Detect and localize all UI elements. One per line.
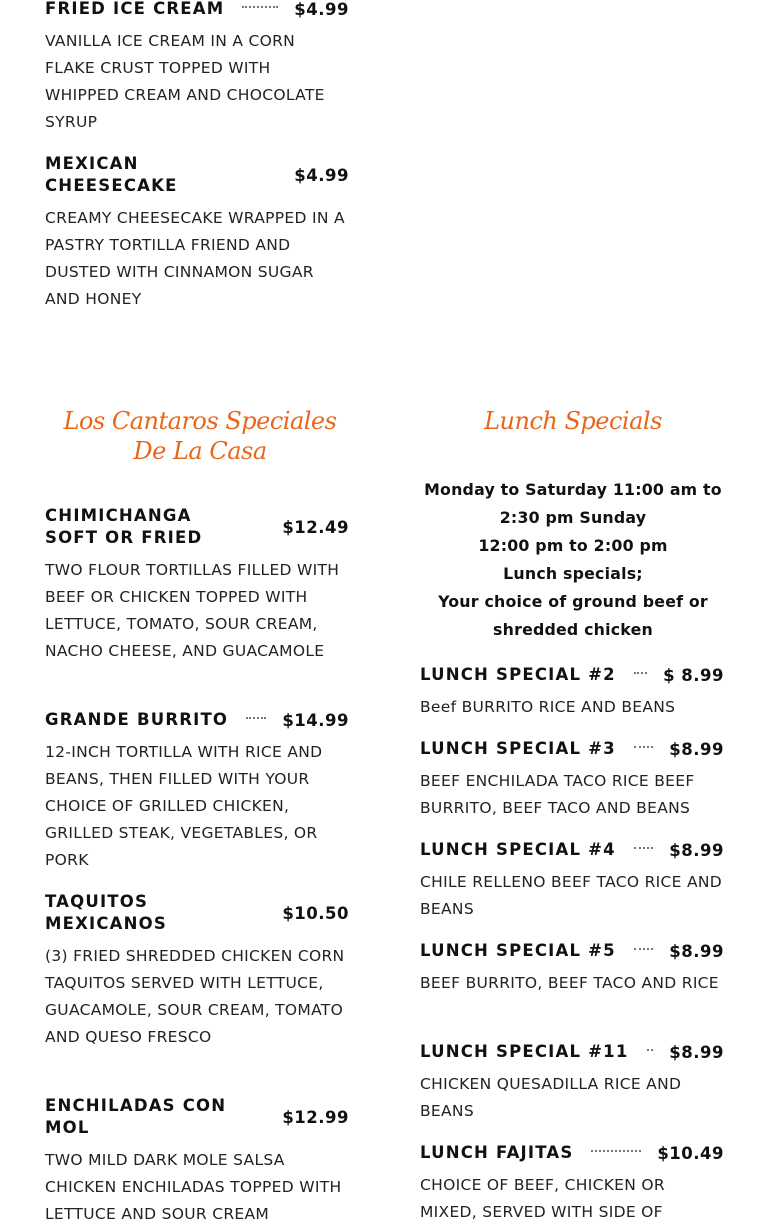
item-description: CHICKEN QUESADILLA RICE AND BEANS xyxy=(420,1075,682,1120)
lunch-hours-line: Your choice of ground beef or xyxy=(438,592,708,611)
item-description: VANILLA ICE CREAM IN A CORN FLAKE CRUST TOPPED WITH WHIPPED CREAM AND CHOCOLATE SYRUP xyxy=(45,32,325,131)
menu-item-chimichanga xyxy=(45,505,349,665)
item-price: $12.99 xyxy=(282,1107,349,1127)
lunch-hours-line: Monday to Saturday 11:00 am to xyxy=(424,480,722,499)
item-description: BEEF ENCHILADA TACO RICE BEEF BURRITO, BEEF TACO AND BEANS xyxy=(420,772,695,817)
item-price: $8.99 xyxy=(669,941,724,961)
item-name: LUNCH FAJITAS xyxy=(420,1143,574,1162)
dot-leader xyxy=(647,1049,654,1051)
menu-item-lunch-special-4 xyxy=(420,839,724,923)
item-name: LUNCH SPECIAL #11 xyxy=(420,1042,629,1061)
lunch-hours-line: 12:00 pm to 2:00 pm xyxy=(478,536,668,555)
item-description: CHILE RELLENO BEEF TACO RICE AND BEANS xyxy=(420,873,722,918)
item-name: LUNCH SPECIAL #3 xyxy=(420,739,616,758)
item-name: MEXICAN CHEESECAKE xyxy=(45,154,178,195)
dot-leader xyxy=(242,6,278,8)
item-description: (3) FRIED SHREDDED CHICKEN CORN TAQUITOS SERVED WITH LETTUCE, GUACAMOLE, SOUR CREAM, TOMATO AND QUESO FRESCO xyxy=(45,947,345,1046)
menu-item-fried-ice-cream xyxy=(45,0,349,136)
item-description: TWO MILD DARK MOLE SALSA CHICKEN ENCHILADAS TOPPED WITH LETTUCE AND SOUR CREAM xyxy=(45,1151,342,1223)
item-price: $14.99 xyxy=(282,710,349,730)
menu-item-lunch-special-2 xyxy=(420,664,724,721)
item-description: Beef BURRITO RICE AND BEANS xyxy=(420,698,676,716)
dot-leader xyxy=(591,1150,641,1152)
menu-item-lunch-special-11 xyxy=(420,1041,724,1125)
item-description: TWO FLOUR TORTILLAS FILLED WITH BEEF OR CHICKEN TOPPED WITH LETTUCE, TOMATO, SOUR CREAM, NACHO CHEESE, AND GUACAMOLE xyxy=(45,561,340,660)
dot-leader xyxy=(246,717,266,719)
item-price: $8.99 xyxy=(669,1042,724,1062)
lunch-hours-line: shredded chicken xyxy=(493,620,653,639)
menu-item-lunch-fajitas xyxy=(420,1142,724,1226)
menu-item-grande-burrito xyxy=(45,709,349,874)
item-name: CHIMICHANGA SOFT OR FRIED xyxy=(45,506,203,547)
item-name: LUNCH SPECIAL #5 xyxy=(420,941,616,960)
section-title-specials: Los Cantaros Speciales De La Casa xyxy=(63,407,337,465)
item-price: $12.49 xyxy=(282,517,349,537)
lunch-hours-line: Lunch specials; xyxy=(503,564,643,583)
item-price: $8.99 xyxy=(669,840,724,860)
item-name: LUNCH SPECIAL #4 xyxy=(420,840,616,859)
dot-leader xyxy=(634,948,653,950)
lunch-hours xyxy=(420,476,726,644)
item-price: $10.49 xyxy=(657,1143,724,1163)
item-price: $ 8.99 xyxy=(663,665,724,685)
menu-item-enchiladas-con-mol xyxy=(45,1095,349,1228)
item-price: $8.99 xyxy=(669,739,724,759)
item-description: BEEF BURRITO, BEEF TACO AND RICE xyxy=(420,974,719,992)
item-name: FRIED ICE CREAM xyxy=(45,0,225,18)
item-name: GRANDE BURRITO xyxy=(45,710,229,729)
menu-item-taquitos xyxy=(45,891,349,1051)
item-description: 12-INCH TORTILLA WITH RICE AND BEANS, THEN FILLED WITH YOUR CHOICE OF GRILLED CHICKEN, GRILLED STEAK, VEGETABLES, OR PORK xyxy=(45,743,323,869)
menu-item-lunch-special-3 xyxy=(420,738,724,822)
dot-leader xyxy=(634,672,647,674)
dot-leader xyxy=(634,746,653,748)
item-price: $4.99 xyxy=(294,0,349,19)
item-price: $10.50 xyxy=(282,903,349,923)
item-name: TAQUITOS MEXICANOS xyxy=(45,892,167,933)
item-description: CHOICE OF BEEF, CHICKEN OR MIXED, SERVED WITH SIDE OF xyxy=(420,1176,665,1221)
menu-item-mexican-cheesecake xyxy=(45,153,349,313)
section-title-lunch: Lunch Specials xyxy=(484,407,662,435)
menu-item-lunch-special-5 xyxy=(420,940,724,997)
item-price: $4.99 xyxy=(294,165,349,185)
item-description: CREAMY CHEESECAKE WRAPPED IN A PASTRY TORTILLA FRIEND AND DUSTED WITH CINNAMON SUGAR AND HONEY xyxy=(45,209,345,308)
item-name: LUNCH SPECIAL #2 xyxy=(420,665,616,684)
item-name: ENCHILADAS CON MOL xyxy=(45,1096,227,1137)
dot-leader xyxy=(634,847,653,849)
lunch-hours-line: 2:30 pm Sunday xyxy=(499,508,647,527)
